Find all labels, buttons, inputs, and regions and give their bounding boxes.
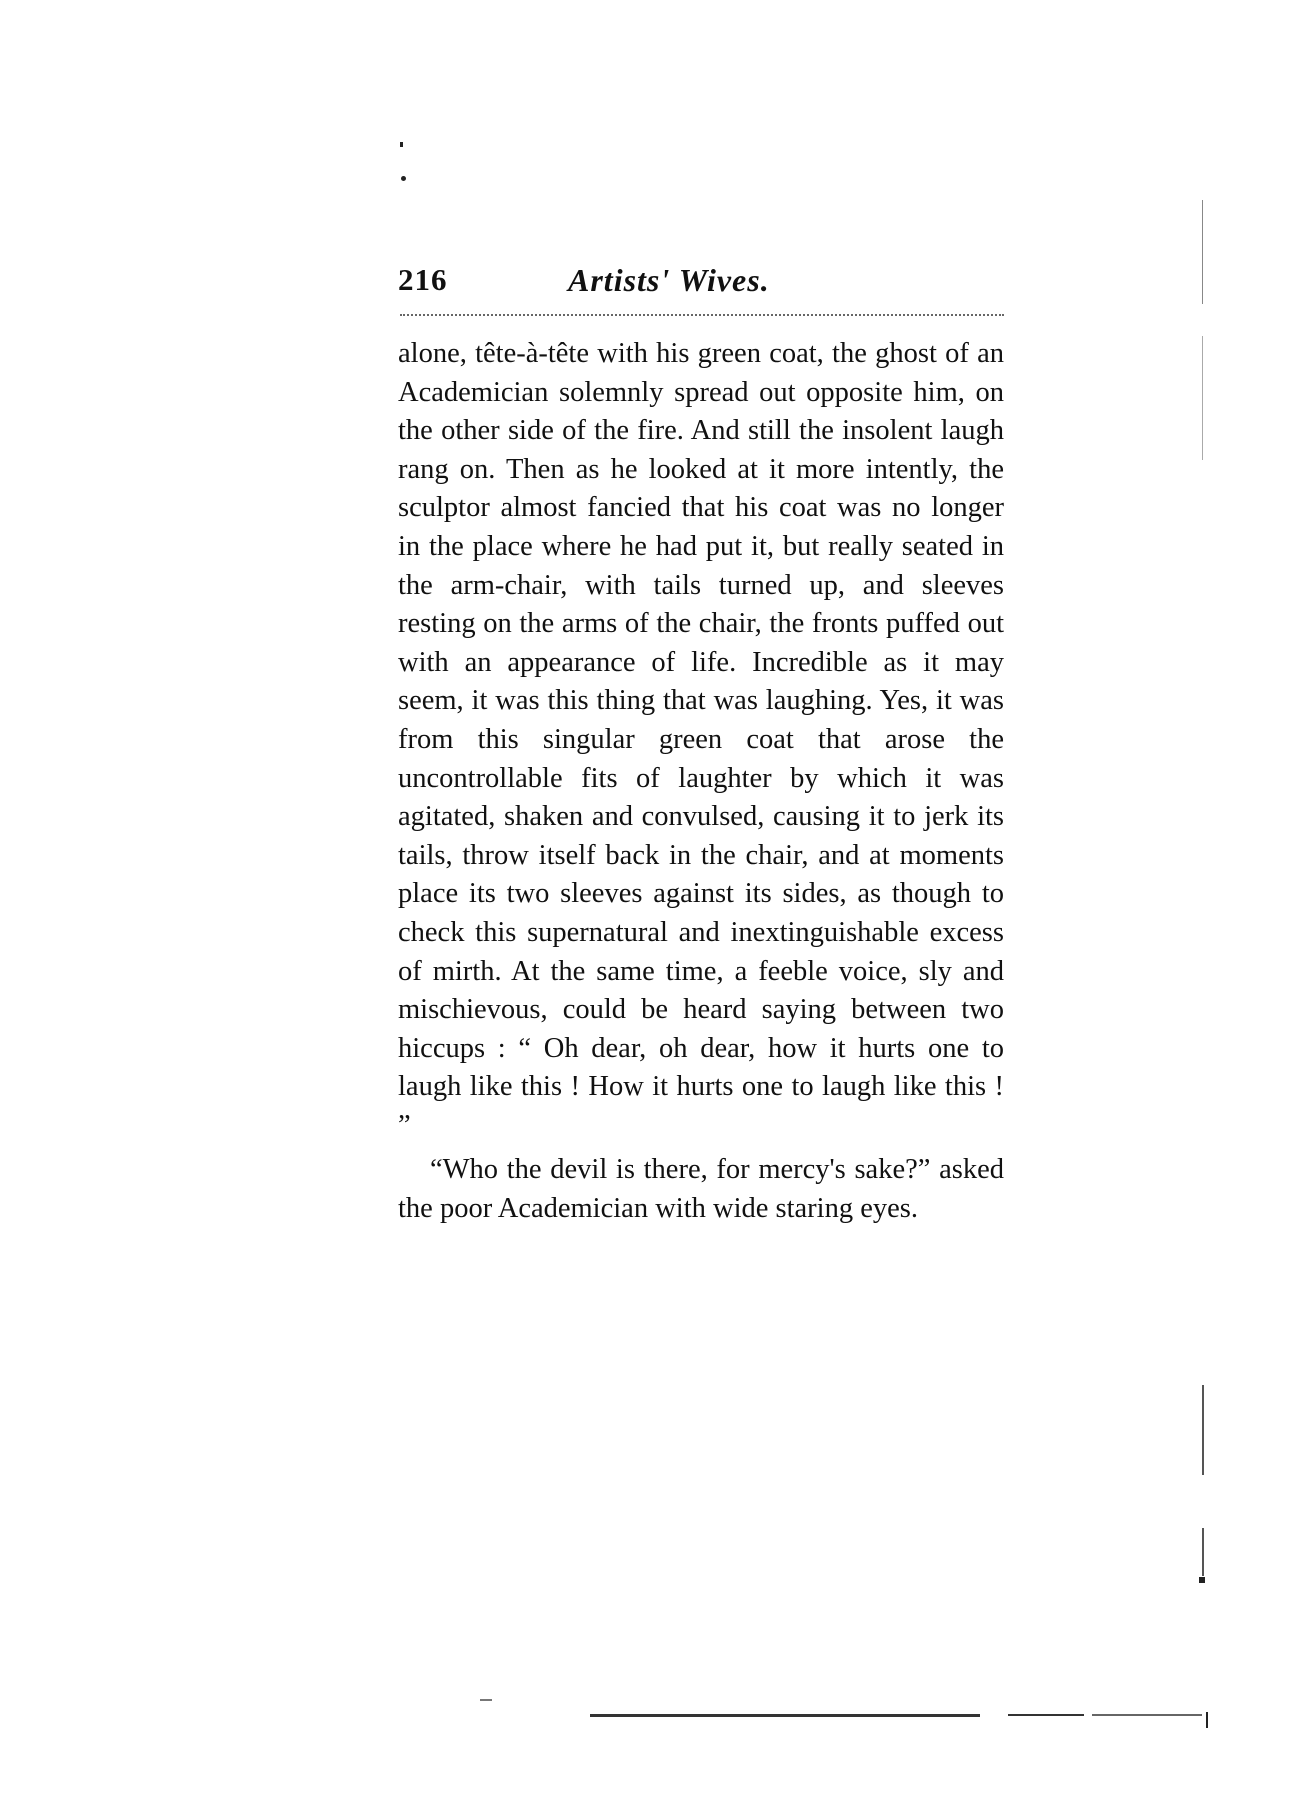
paragraph-2: “Who the devil is there, for mercy's sake?” asked the poor Academician with wide staring eyes.	[398, 1154, 1004, 1225]
paragraph-1: alone, tête-à-tête with his green coat, the ghost of an Academician solemnly spread out opposite him, on the other side of the fire. And still the insolent laugh rang on. Then as he looked at it more intently, the sculptor almost fancied that his coat was no longer in the place where he had put it, but really seated in the arm-chair, with tails turned up, and sleeves resting on the arms of the chair, the fronts puffed out with an appearance of life. Incredible as it may seem, it was this thing that was laughing. Yes, it was from this singular green coat that arose the uncontrollable fits of laughter by which it was agitated, shaken and convulsed, causing it to jerk its tails, throw itself back in the chair, and at moments place its two sleeves against its sides, as though to check this supernatural and inextinguishable excess of mirth. At the same time, a feeble voice, sly and mischievous, could be heard saying between two hiccups : “ Oh dear, oh dear, how it hurts one to laugh like this ! How it hurts one to laugh like this ! ”	[398, 338, 1004, 1141]
scan-bottom-line	[1092, 1714, 1202, 1716]
scan-edge-line	[1202, 1385, 1204, 1475]
scan-speck	[1206, 1712, 1208, 1728]
scan-speck	[1199, 1577, 1205, 1583]
header-rule	[400, 314, 1004, 316]
body-text	[398, 335, 1004, 1229]
page-number: 216	[398, 262, 448, 297]
page-header	[398, 262, 1004, 308]
scan-speck	[401, 176, 406, 181]
scan-edge-line	[1202, 336, 1203, 460]
running-title: Artists' Wives.	[568, 262, 770, 298]
scan-edge-line	[1202, 1528, 1204, 1576]
scan-bottom-line	[590, 1714, 980, 1717]
scan-edge-line	[1202, 200, 1203, 304]
scan-speck	[480, 1699, 492, 1701]
scan-bottom-line	[1008, 1714, 1084, 1716]
scan-speck	[400, 142, 403, 147]
